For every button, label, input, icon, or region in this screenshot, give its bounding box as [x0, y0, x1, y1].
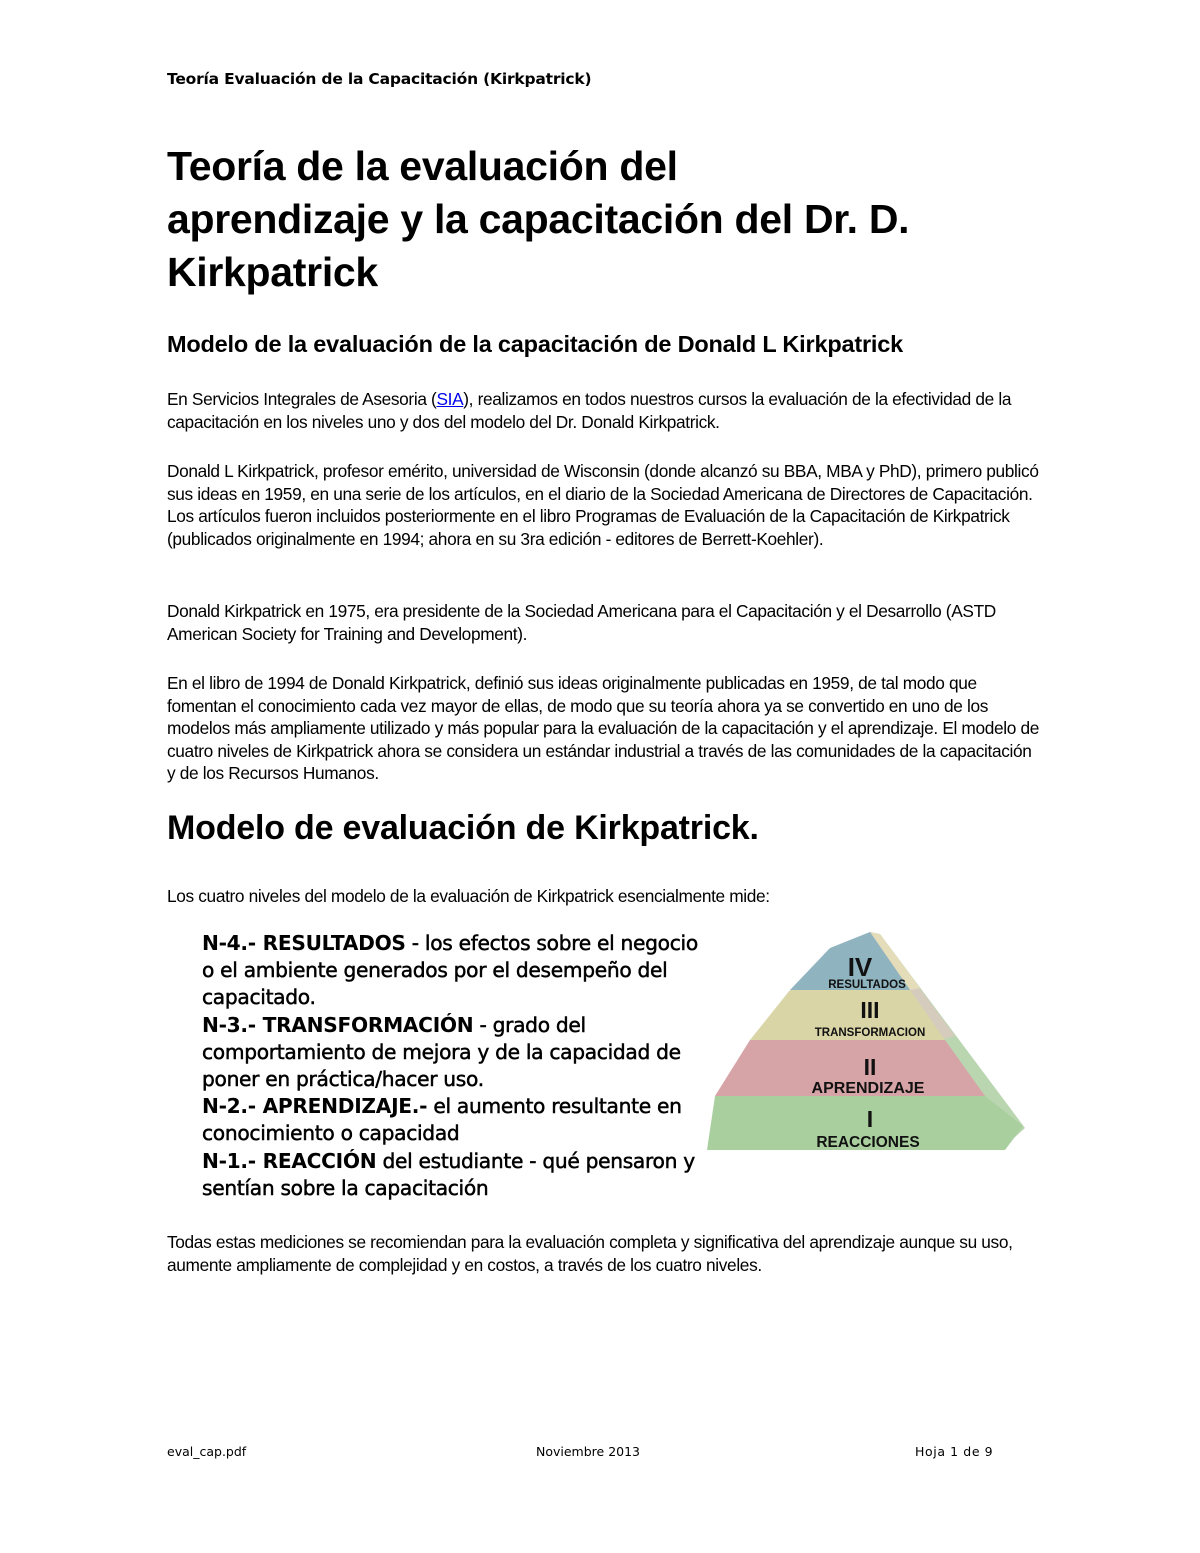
level-1 — [202, 1148, 702, 1202]
svg-text:RESULTADOS: RESULTADOS — [828, 979, 906, 991]
running-header: Teoría Evaluación de la Capacitación (Kirkpatrick) — [167, 70, 592, 88]
document-title — [167, 140, 1067, 299]
document-subtitle: Modelo de la evaluación de la capacitación de Donald L Kirkpatrick — [167, 331, 903, 357]
section-heading: Modelo de evaluación de Kirkpatrick. — [167, 809, 759, 847]
level-description: del estudiante - qué pensaron y sentían sobre la capacitación — [202, 1148, 695, 1200]
paragraph-text: En Servicios Integrales de Asesoria ( — [167, 389, 437, 409]
paragraph-biography: Donald L Kirkpatrick, profesor emérito, universidad de Wisconsin (donde alcanzó su BBA, MBA y PhD), primero publicó sus ideas en 1959, en una serie de los artículos, en el diario de la Sociedad Americana de Directores de Capacitación. Los artículos fueron incluidos posteriormente en el libro Programas de Evaluación de la Capacitación de Kirkpatrick (publicados originalmente en 1994; ahora en su 3ra edición - editores de Berrett-Koehler). — [167, 461, 1039, 549]
level-description: - grado del comportamiento de mejora y de la capacidad de poner en práctica/hacer uso. — [202, 1012, 681, 1092]
paragraph-sia — [167, 388, 1042, 433]
closing-paragraph: Todas estas mediciones se recomiendan para la evaluación completa y significativa del aprendizaje aunque su uso, aumente ampliamente de complejidad y en costos, a través de los cuatro niveles. — [167, 1232, 1013, 1275]
svg-text:REACCIONES: REACCIONES — [816, 1134, 920, 1151]
title-line-2: aprendizaje y la capacitación del Dr. D. — [167, 196, 910, 242]
paragraph-text: ), realizamos en todos nuestros cursos la evaluación de la efectividad de la capacitación en los niveles uno y dos del modelo del Dr. Donald Kirkpatrick. — [167, 389, 1012, 432]
levels-intro: Los cuatro niveles del modelo de la evaluación de Kirkpatrick esencialmente mide: — [167, 886, 770, 906]
title-line-3: Kirkpatrick — [167, 249, 378, 295]
level-description: - los efectos sobre el negocio o el ambiente generados por el desempeño del capacitado. — [202, 931, 698, 1010]
level-code: N-2.- APRENDIZAJE.- — [202, 1094, 428, 1119]
footer-date: Noviembre 2013 — [536, 1444, 641, 1459]
svg-text:APRENDIZAJE: APRENDIZAJE — [811, 1080, 925, 1097]
level-code: N-3.- TRANSFORMACIÓN — [202, 1012, 474, 1037]
level-2 — [202, 1093, 702, 1147]
footer-filename: eval_cap.pdf — [167, 1444, 247, 1459]
level-code: N-4.- RESULTADOS — [202, 931, 406, 955]
level-code: N-1.- REACCIÓN — [202, 1148, 377, 1173]
svg-text:I: I — [866, 1106, 874, 1132]
sia-link[interactable]: SIA — [436, 389, 464, 409]
levels-list — [202, 930, 702, 1202]
svg-text:TRANSFORMACION: TRANSFORMACION — [814, 1027, 926, 1039]
kirkpatrick-pyramid-image — [705, 928, 1030, 1158]
level-3 — [202, 1012, 702, 1094]
paragraph-astd: Donald Kirkpatrick en 1975, era presidente de la Sociedad Americana para el Capacitación y el Desarrollo (ASTD American Society for Training and Development). — [167, 601, 996, 644]
footer-page-number: Hoja 1 de 9 — [915, 1444, 994, 1459]
level-4 — [202, 930, 702, 1012]
svg-text:III: III — [860, 997, 880, 1023]
svg-text:IV: IV — [847, 952, 873, 982]
svg-text:II: II — [863, 1054, 877, 1080]
level-description: el aumento resultante en conocimiento o capacidad — [202, 1094, 682, 1146]
title-line-1: Teoría de la evaluación del — [167, 143, 678, 189]
paragraph-model-history: En el libro de 1994 de Donald Kirkpatrick, definió sus ideas originalmente publicadas en 1959, de tal modo que fomentan el conocimiento cada vez mayor de ellas, de modo que su teoría ahora ya se convertido en uno de los modelos más ampliamente utilizado y más popular para la evaluación de la capacitación y el aprendizaje. El modelo de cuatro niveles de Kirkpatrick ahora se considera un estándar industrial a través de las comunidades de la capacitación y de los Recursos Humanos. — [167, 673, 1039, 784]
